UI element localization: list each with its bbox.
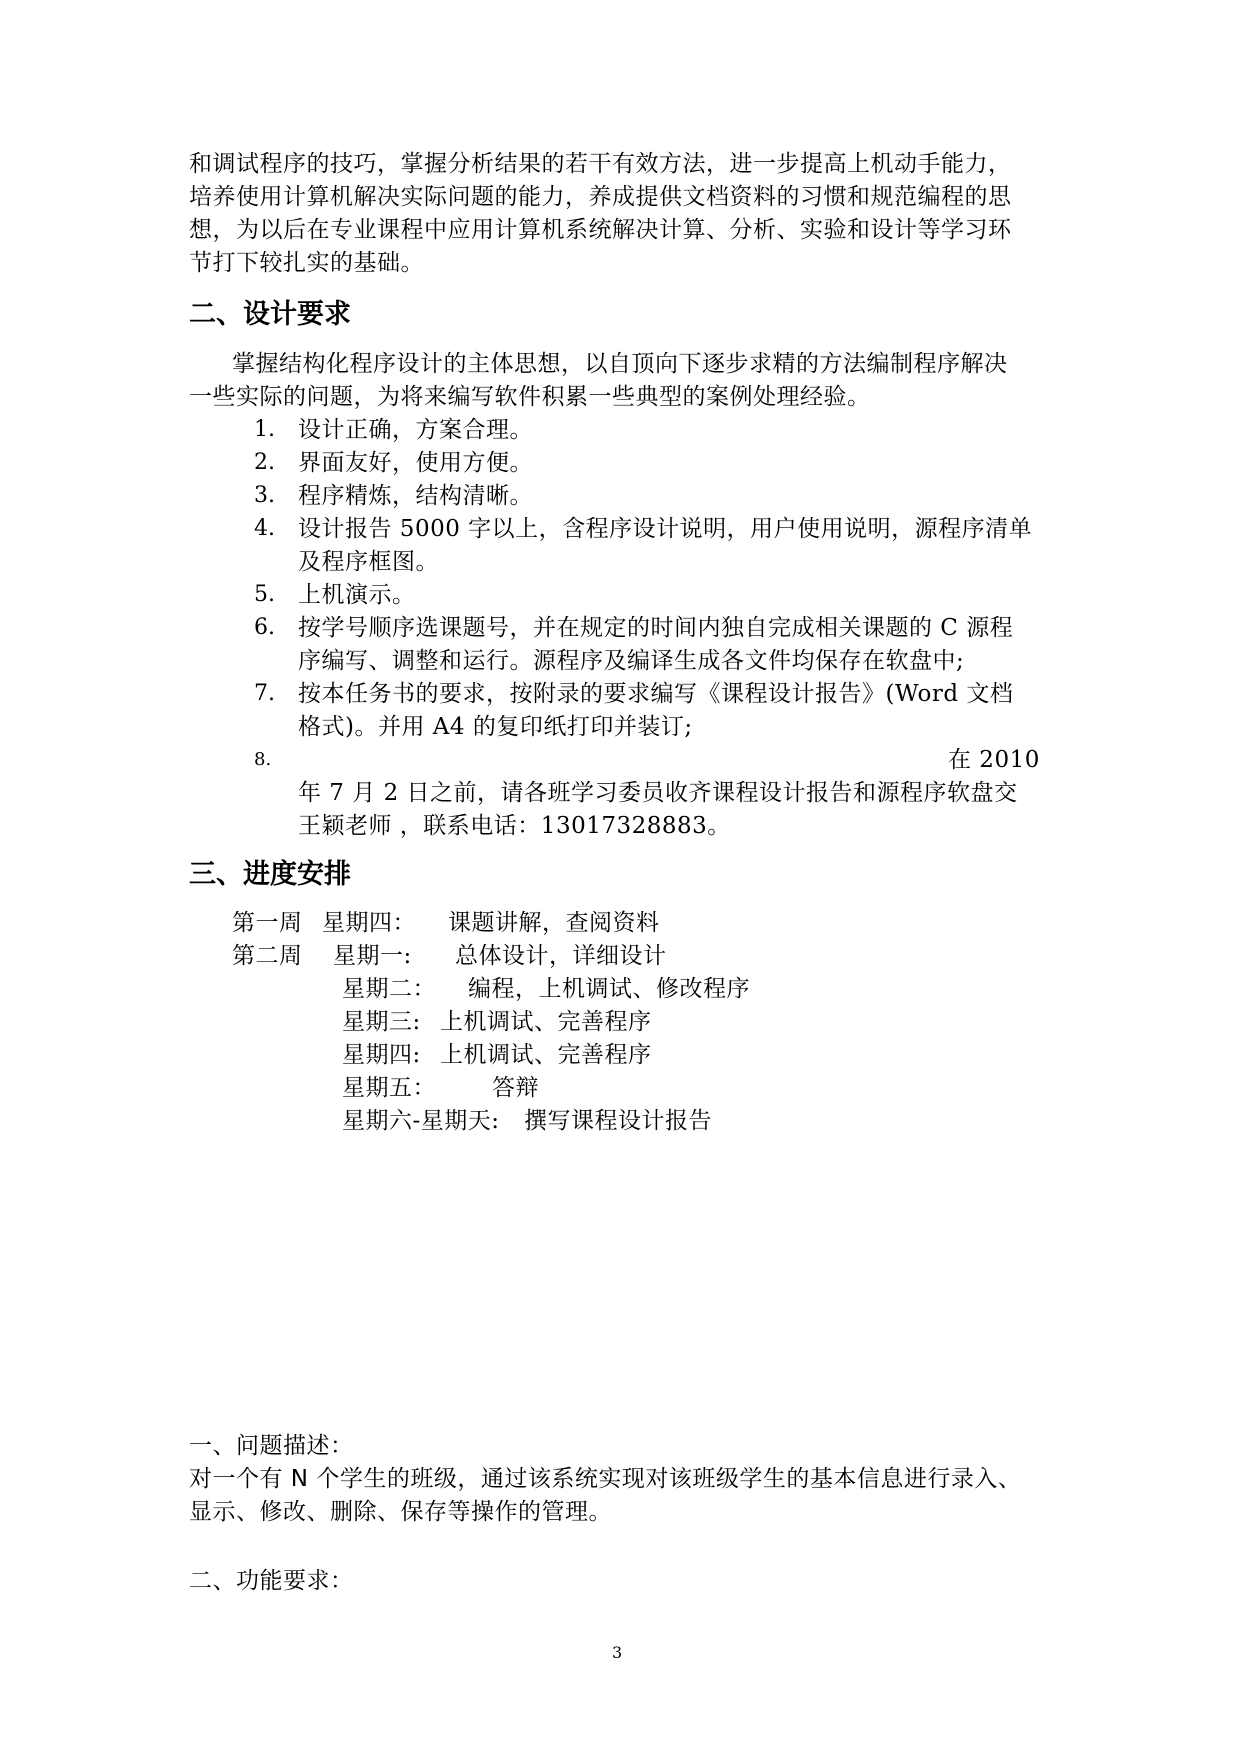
- list-item-7-line-1: 按本任务书的要求，按附录的要求编写《课程设计报告》(Word 文档: [298, 681, 1014, 707]
- intro-line-4: 节打下较扎实的基础。: [189, 250, 424, 276]
- list-item-7-line-2: 格式)。并用 A4 的复印纸打印并装订;: [298, 714, 693, 740]
- list-item-8-line-2: 王颖老师 ，联系电话：13017328883。: [298, 813, 731, 839]
- list-number-6: 6.: [254, 615, 275, 640]
- schedule-task-thursday: 上机调试、完善程序: [440, 1042, 652, 1068]
- list-item-6-line-1: 按学号顺序选课题号，并在规定的时间内独自完成相关课题的 C 源程: [298, 615, 1014, 641]
- schedule-day-tuesday: 星期二：: [342, 976, 436, 1002]
- list-number-5: 5.: [254, 582, 275, 607]
- schedule-week-1-day: 星期四：: [322, 910, 416, 936]
- problem-heading: 一、问题描述：: [189, 1433, 354, 1459]
- page-number: 3: [612, 1643, 623, 1662]
- list-number-3: 3.: [254, 483, 275, 508]
- list-item-8-line-1: 年 7 月 2 日之前，请各班学习委员收齐课程设计报告和源程序软盘交: [298, 780, 1018, 806]
- list-item-4-line-1: 设计报告 5000 字以上，含程序设计说明，用户使用说明，源程序清单: [298, 516, 1033, 542]
- schedule-week-2-task-1: 总体设计，详细设计: [455, 943, 667, 969]
- list-item-4-line-2: 及程序框图。: [298, 549, 439, 575]
- schedule-task-friday: 答辩: [492, 1075, 539, 1101]
- schedule-task-tuesday: 编程，上机调试、修改程序: [468, 976, 750, 1002]
- list-item-6-line-2: 序编写、调整和运行。源程序及编译生成各文件均保存在软盘中;: [298, 648, 965, 674]
- function-requirements-heading: 二、功能要求：: [189, 1568, 354, 1594]
- problem-line-2: 显示、修改、删除、保存等操作的管理。: [189, 1499, 612, 1525]
- intro-line-3: 想，为以后在专业课程中应用计算机系统解决计算、分析、实验和设计等学习环: [189, 217, 1012, 243]
- section-heading-design-requirements: 二、设计要求: [189, 299, 351, 330]
- schedule-day-wednesday: 星期三:: [342, 1009, 421, 1035]
- list-number-8: 8.: [254, 749, 272, 770]
- schedule-day-friday: 星期五：: [342, 1075, 436, 1101]
- schedule-day-weekend: 星期六-星期天:: [342, 1108, 500, 1134]
- schedule-week-2-day-1: 星期一:: [333, 943, 412, 969]
- list-item-1: 设计正确，方案合理。: [298, 417, 533, 443]
- list-number-2: 2.: [254, 450, 275, 475]
- list-item-2: 界面友好，使用方便。: [298, 450, 533, 476]
- list-item-3: 程序精炼，结构清晰。: [298, 483, 533, 509]
- list-item-8-date-start: 在 2010: [948, 747, 1040, 773]
- list-number-4: 4.: [254, 516, 275, 541]
- schedule-week-1: 第一周: [232, 910, 303, 936]
- schedule-day-thursday: 星期四:: [342, 1042, 421, 1068]
- schedule-week-1-task: 课题讲解，查阅资料: [448, 910, 660, 936]
- schedule-task-wednesday: 上机调试、完善程序: [440, 1009, 652, 1035]
- problem-line-1: 对一个有 N 个学生的班级，通过该系统实现对该班级学生的基本信息进行录入、: [189, 1466, 1022, 1492]
- list-item-5: 上机演示。: [298, 582, 416, 608]
- schedule-task-weekend: 撰写课程设计报告: [524, 1108, 712, 1134]
- intro-line-2: 培养使用计算机解决实际问题的能力，养成提供文档资料的习惯和规范编程的思: [189, 184, 1012, 210]
- schedule-week-2: 第二周: [232, 943, 303, 969]
- list-number-7: 7.: [254, 681, 275, 706]
- design-paragraph-line-2: 一些实际的问题，为将来编写软件积累一些典型的案例处理经验。: [189, 384, 871, 410]
- design-paragraph-line-1: 掌握结构化程序设计的主体思想，以自顶向下逐步求精的方法编制程序解决: [232, 351, 1008, 377]
- intro-line-1: 和调试程序的技巧，掌握分析结果的若干有效方法，进一步提高上机动手能力，: [189, 151, 1012, 177]
- list-number-1: 1.: [254, 417, 275, 442]
- section-heading-schedule: 三、进度安排: [189, 859, 351, 890]
